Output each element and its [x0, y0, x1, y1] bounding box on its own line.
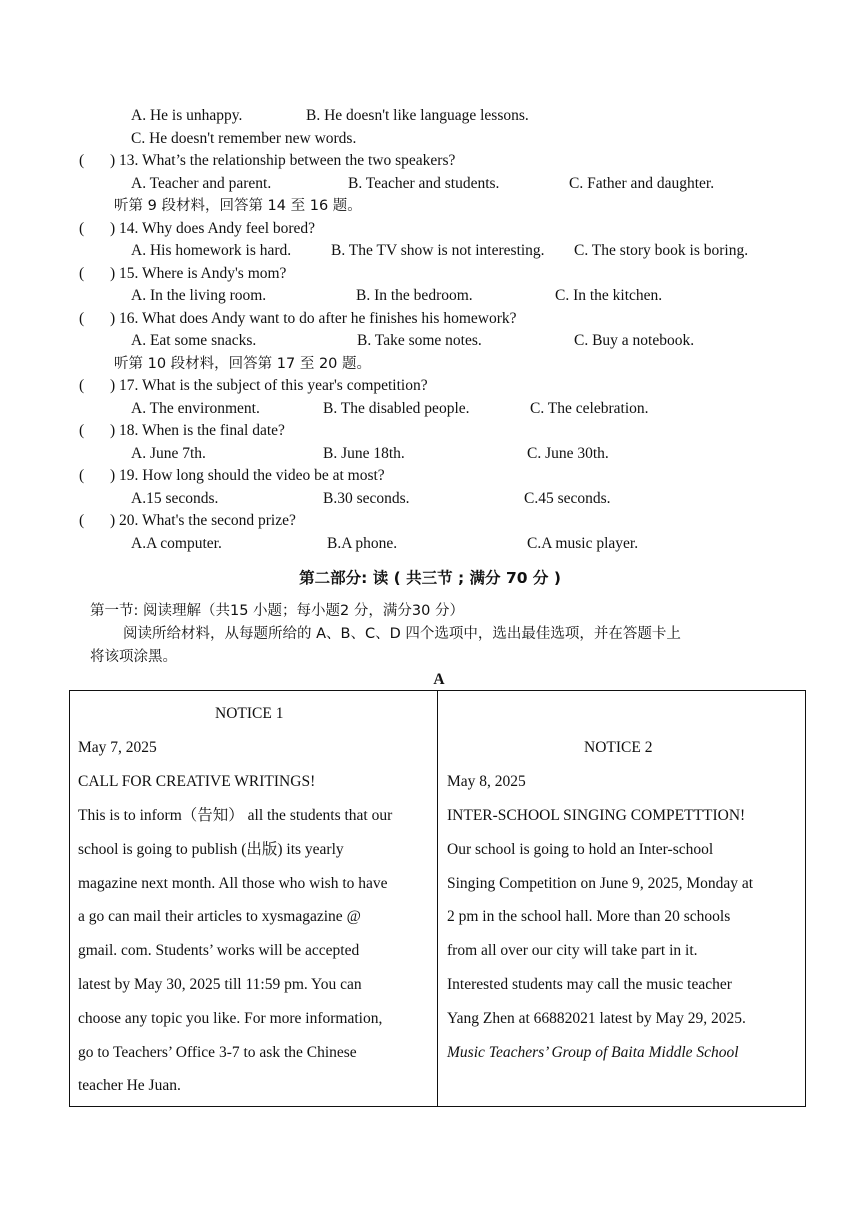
- q13-stem-text: 13. What’s the relationship between the two speakers?: [119, 152, 456, 169]
- q15-option-a: A. In the living room.: [131, 287, 267, 304]
- notice-2-line: Yang Zhen at 66882021 latest by May 29, 2025.: [447, 1010, 746, 1027]
- notice-2-title: NOTICE 2: [584, 739, 653, 756]
- q16-option-a: A. Eat some snacks.: [131, 332, 257, 349]
- notice-2-line: Singing Competition on June 9, 2025, Monday at: [447, 875, 754, 892]
- q15-option-b: B. In the bedroom.: [356, 287, 473, 304]
- q19-stem-text: 19. How long should the video be at most?: [119, 467, 385, 484]
- q13-paren-open: (: [79, 152, 85, 169]
- notice-2-signature: Music Teachers’ Group of Baita Middle School: [447, 1044, 739, 1061]
- notice-2-line: Interested students may call the music teacher: [447, 976, 732, 993]
- notice-1-date: May 7, 2025: [78, 739, 157, 756]
- q13-stem: [110, 151, 455, 171]
- q14-option-b: B. The TV show is not interesting.: [331, 242, 545, 259]
- notice-1-title: NOTICE 1: [215, 705, 284, 722]
- q15-paren-close: ): [110, 265, 116, 282]
- part-2-title: 第二部分: 读 ( 共三节 ; 满分 70 分 ): [299, 569, 561, 587]
- notice-2-line: 2 pm in the school hall. More than 20 schools: [447, 908, 731, 925]
- q13-paren-close: ): [110, 152, 116, 169]
- q18-option-a: A. June 7th.: [131, 445, 206, 462]
- notice-2-headline: INTER-SCHOOL SINGING COMPETTTION!: [447, 807, 746, 824]
- section-10-instruction: 听第 10 段材料，回答第 17 至 20 题。: [114, 356, 372, 372]
- q14-paren-close: ): [110, 220, 116, 237]
- notice-2-line: from all over our city will take part in it.: [447, 942, 698, 959]
- q16-stem-text: 16. What does Andy want to do after he finishes his homework?: [119, 310, 517, 327]
- q14-stem-text: 14. Why does Andy feel bored?: [119, 220, 316, 237]
- section-9-instruction: 听第 9 段材料，回答第 14 至 16 题。: [114, 198, 362, 214]
- notice-1-line: go to Teachers’ Office 3-7 to ask the Chinese: [78, 1044, 357, 1061]
- notice-1-line: latest by May 30, 2025 till 11:59 pm. You can: [78, 976, 362, 993]
- q18-paren-open: (: [79, 422, 85, 439]
- q19-paren-close: ): [110, 467, 116, 484]
- q19-option-a: A.15 seconds.: [131, 490, 219, 507]
- q16-paren-close: ): [110, 310, 116, 327]
- q19-option-c: C.45 seconds.: [524, 490, 611, 507]
- q17-paren-open: (: [79, 377, 85, 394]
- instruction-line-2: 将该项涂黑。: [90, 649, 177, 665]
- q12-option-a: A. He is unhappy.: [131, 107, 243, 124]
- q17-stem-text: 17. What is the subject of this year's competition?: [119, 377, 428, 394]
- q17-paren-close: ): [110, 377, 116, 394]
- q19-option-b: B.30 seconds.: [323, 490, 410, 507]
- table-divider: [437, 690, 438, 1107]
- q14-stem: [110, 219, 315, 239]
- q18-paren-close: ): [110, 422, 116, 439]
- q15-option-c: C. In the kitchen.: [555, 287, 663, 304]
- notice-2-line: Our school is going to hold an Inter-school: [447, 841, 714, 858]
- q20-paren-close: ): [110, 512, 116, 529]
- q16-option-b: B. Take some notes.: [357, 332, 482, 349]
- q12-option-b: B. He doesn't like language lessons.: [306, 107, 529, 124]
- q17-stem: [110, 376, 428, 396]
- q13-option-a: A. Teacher and parent.: [131, 175, 272, 192]
- q14-paren-open: (: [79, 220, 85, 237]
- q15-stem: [110, 264, 286, 284]
- q20-paren-open: (: [79, 512, 85, 529]
- q20-stem-text: 20. What's the second prize?: [119, 512, 296, 529]
- q18-option-b: B. June 18th.: [323, 445, 405, 462]
- notice-2-date: May 8, 2025: [447, 773, 526, 790]
- q17-option-c: C. The celebration.: [530, 400, 649, 417]
- notice-1-line: a go can mail their articles to xysmagazine @: [78, 908, 361, 925]
- notice-1-line: choose any topic you like. For more information,: [78, 1010, 383, 1027]
- q16-stem: [110, 309, 517, 329]
- q15-paren-open: (: [79, 265, 85, 282]
- q13-option-c: C. Father and daughter.: [569, 175, 715, 192]
- notice-1-line: gmail. com. Students’ works will be accepted: [78, 942, 360, 959]
- q17-option-b: B. The disabled people.: [323, 400, 470, 417]
- q20-stem: [110, 511, 296, 531]
- q14-option-a: A. His homework is hard.: [131, 242, 292, 259]
- q16-option-c: C. Buy a notebook.: [574, 332, 695, 349]
- q15-stem-text: 15. Where is Andy's mom?: [119, 265, 287, 282]
- q18-stem-text: 18. When is the final date?: [119, 422, 285, 439]
- q19-stem: [110, 466, 385, 486]
- q19-paren-open: (: [79, 467, 85, 484]
- q18-option-c: C. June 30th.: [527, 445, 609, 462]
- q18-stem: [110, 421, 285, 441]
- q14-option-c: C. The story book is boring.: [574, 242, 749, 259]
- section-1-title: 第一节: 阅读理解（共15 小题；每小题2 分，满分30 分）: [90, 603, 464, 619]
- notice-1-line: magazine next month. All those who wish to have: [78, 875, 388, 892]
- notice-1-line: This is to inform（告知） all the students that our: [78, 807, 393, 824]
- q13-option-b: B. Teacher and students.: [348, 175, 500, 192]
- q20-option-c: C.A music player.: [527, 535, 639, 552]
- q20-option-b: B.A phone.: [327, 535, 398, 552]
- passage-label: A: [433, 671, 445, 688]
- q12-option-c: C. He doesn't remember new words.: [131, 130, 357, 147]
- q16-paren-open: (: [79, 310, 85, 327]
- notice-1-line: teacher He Juan.: [78, 1077, 181, 1094]
- notice-1-line: school is going to publish (出版) its yearly: [78, 841, 344, 858]
- notice-1-headline: CALL FOR CREATIVE WRITINGS!: [78, 773, 316, 790]
- instruction-line-1: 阅读所给材料，从每题所给的 A、B、C、D 四个选项中，选出最佳选项，并在答题卡上: [123, 626, 681, 642]
- q17-option-a: A. The environment.: [131, 400, 260, 417]
- q20-option-a: A.A computer.: [131, 535, 222, 552]
